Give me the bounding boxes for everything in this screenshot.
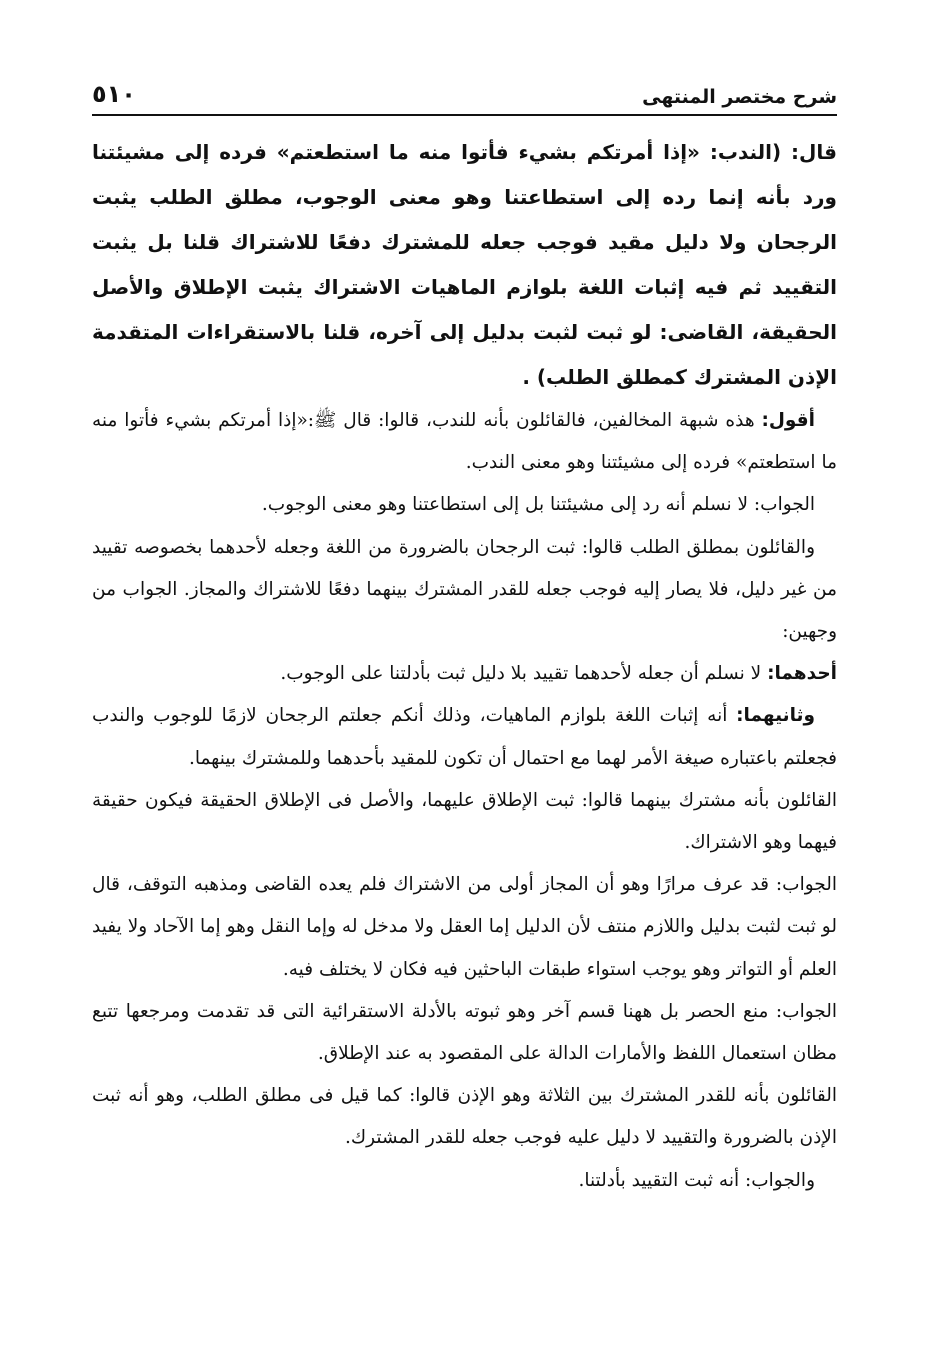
paragraph-text: الجواب: منع الحصر بل ههنا قسم آخر وهو ثبوته بالأدلة الاستقرائية التى قد تقدمت ومرجعها تتبع مظان استعمال اللفظ والأمارات الدالة على المقصود به عند الإطلاق. — [92, 1000, 837, 1065]
commentary-paragraph — [92, 991, 837, 1075]
commentary-paragraph — [92, 695, 837, 779]
paragraph-text: القائلون بأنه للقدر المشترك بين الثلاثة وهو الإذن قالوا: كما قيل فى مطلق الطلب، وهو أنه ثبت الإذن بالضرورة والتقييد لا دليل عليه فوجب جعله للقدر المشترك. — [92, 1085, 837, 1149]
paragraph-text: الجواب: لا نسلم أنه رد إلى مشيئتنا بل إلى استطاعتنا وهو معنى الوجوب. — [261, 494, 815, 516]
page-number: ٥١٠ — [92, 80, 136, 108]
running-title: شرح مختصر المنتهى — [642, 86, 837, 108]
paragraph-text: والقائلون بمطلق الطلب قالوا: ثبت الرجحان بالضرورة من اللغة وجعله لأحدهما بخصوصه تقييد من غير دليل، فلا يصار إليه فوجب جعله للقدر المشترك بينهما دفعًا للاشتراك والمجاز. الجواب من وجهين: — [92, 536, 837, 643]
matn-paragraph — [92, 130, 837, 400]
commentary-paragraph — [92, 653, 837, 695]
paragraph-text: لا نسلم أن جعله لأحدهما تقييد بلا دليل ثبت بأدلتنا على الوجوب. — [280, 663, 768, 685]
page-header — [92, 78, 837, 116]
commentary-paragraph — [92, 484, 837, 526]
paragraph-lead: أقول: — [761, 410, 815, 431]
paragraph-text: القائلون بأنه مشترك بينهما قالوا: ثبت الإطلاق عليهما، والأصل فى الإطلاق الحقيقة فيكون حقيقة فيهما وهو الاشتراك. — [92, 789, 837, 854]
paragraph-text: والجواب: أنه ثبت التقييد بأدلتنا. — [578, 1169, 815, 1191]
commentary-paragraph — [92, 864, 837, 991]
commentary-paragraph — [92, 1160, 837, 1202]
commentary-paragraph — [92, 780, 837, 864]
paragraph-text: قال: (الندب: «إذا أمرتكم بشيء فأتوا منه ما استطعتم» فرده إلى مشيئتنا ورد بأنه إنما رده إلى استطاعتنا وهو معنى الوجوب، مطلق الطلب يثبت الرجحان ولا دليل مقيد فوجب جعله للمشترك دفعًا للاشتراك قلنا بل يثبت التقييد ثم فيه إثبات اللغة بلوازم الماهيات الاشتراك يثبت الإطلاق والأصل الحقيقة، القاضى: لو ثبت لثبت بدليل إلى آخره، قلنا بالاستقراءات المتقدمة الإذن المشترك كمطلق الطلب) . — [92, 140, 837, 389]
paragraph-lead: أحدهما: — [767, 663, 837, 685]
paragraph-lead: وثانيهما: — [736, 705, 815, 727]
page-content — [92, 130, 837, 1202]
paragraph-text: الجواب: قد عرف مرارًا وهو أن المجاز أولى من الاشتراك فلم يعده القاضى ومذهبه التوقف، قال لو ثبت لثبت بدليل واللازم منتف لأن الدليل إما العقل ولا مدخل له وإما النقل وهو إما الآحاد ولا يفيد العلم أو التواتر وهو يوجب استواء طبقات الباحثين فيه فكان لا يختلف فيه. — [92, 874, 837, 980]
commentary-paragraph — [92, 527, 837, 654]
commentary-paragraph — [92, 400, 837, 484]
paragraph-text: أنه إثبات اللغة بلوازم الماهيات، وذلك أنكم جعلتم الرجحان لازمًا للوجوب والندب فجعلتم باعتباره صيغة الأمر لهما مع احتمال أن تكون للمقيد بأحدهما وللمشترك بينهما. — [92, 705, 837, 769]
commentary-paragraph — [92, 1075, 837, 1159]
paragraph-text: هذه شبهة المخالفين، فالقائلون بأنه للندب، قالوا: قال ﷺ:«إذا أمرتكم بشيء فأتوا منه ما استطعتم» فرده إلى مشيئتنا وهو معنى الندب. — [92, 410, 837, 474]
